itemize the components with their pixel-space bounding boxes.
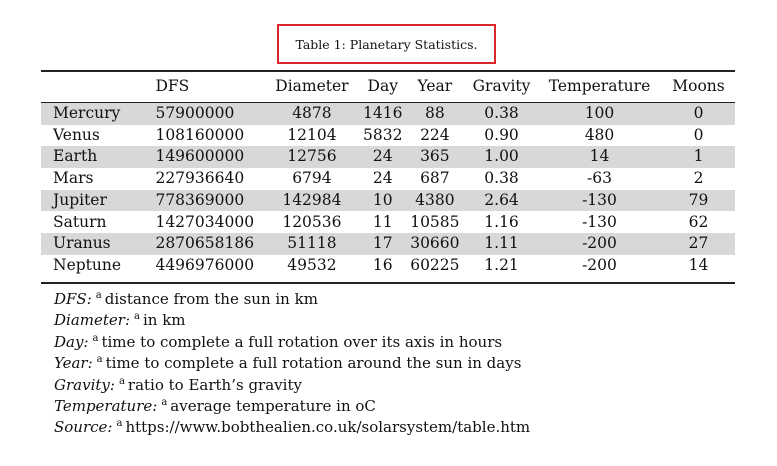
note-gravity [54, 371, 530, 392]
table-row [41, 190, 735, 212]
header-planet [41, 70, 151, 103]
cell-temperature: -130 [537, 190, 662, 212]
cell-diameter: 142984 [262, 190, 362, 212]
cell-planet: Saturn [53, 212, 107, 231]
cell-day: 16 [372, 255, 393, 274]
note-mark: a [96, 354, 103, 366]
note-mark: a [95, 290, 102, 301]
cell-year: 4380 [404, 190, 467, 212]
cell-dfs: 1427034000 [155, 212, 255, 231]
header-day: Day [367, 76, 398, 95]
cell-dfs: 149600000 [151, 146, 261, 168]
cell-moons: 27 [662, 233, 735, 255]
note-term: Year: [54, 354, 93, 373]
cell-gravity: 1.11 [466, 233, 537, 255]
cell-temperature: -63 [587, 169, 612, 188]
note-text: ratio to Earth’s gravity [127, 375, 302, 394]
header-temperature: Temperature [548, 76, 651, 95]
cell-day: 10 [362, 190, 404, 212]
cell-year: 30660 [404, 233, 467, 255]
cell-moons: 79 [662, 190, 735, 212]
cell-temperature: -200 [582, 255, 617, 274]
cell-gravity: 1.21 [484, 255, 519, 274]
cell-diameter: 4878 [262, 103, 362, 125]
table-row [41, 211, 735, 233]
header-dfs: DFS [155, 76, 190, 95]
note-mark: a [116, 418, 123, 430]
cell-diameter: 6794 [292, 169, 332, 188]
cell-dfs: 4496976000 [155, 255, 255, 274]
note-term: Diameter: [54, 311, 130, 330]
cell-diameter: 12104 [287, 125, 337, 144]
cell-day: 5832 [363, 125, 403, 144]
note-text: distance from the sun in km [104, 290, 318, 308]
note-mark: a [118, 375, 125, 387]
table-row [41, 255, 735, 277]
cell-moons: 0 [662, 103, 735, 125]
cell-planet: Mercury [41, 103, 151, 125]
cell-temperature: -200 [537, 233, 662, 255]
cell-dfs: 2870658186 [151, 233, 261, 255]
cell-year: 10585 [410, 212, 460, 231]
planetary-statistics-table [41, 70, 735, 277]
header-gravity: Gravity [472, 76, 531, 95]
cell-planet: Uranus [41, 233, 151, 255]
cell-day: 24 [362, 146, 404, 168]
table-row [41, 146, 735, 168]
header-moons: Moons [672, 76, 725, 95]
table-row [41, 233, 735, 255]
cell-temperature: 100 [537, 103, 662, 125]
table-header-rule [41, 102, 735, 103]
note-mark: a [92, 332, 99, 344]
cell-planet: Mars [53, 169, 94, 188]
cell-gravity: 1.16 [484, 212, 519, 231]
cell-moons: 62 [688, 212, 709, 231]
cell-year: 365 [404, 146, 467, 168]
note-text: in km [142, 311, 186, 330]
cell-gravity: 2.64 [466, 190, 537, 212]
cell-moons: 2 [693, 169, 704, 188]
table-top-rule [41, 70, 735, 72]
cell-moons: 14 [688, 255, 709, 274]
note-mark: a [161, 396, 168, 408]
cell-day: 17 [362, 233, 404, 255]
note-diameter [54, 306, 530, 330]
cell-moons: 1 [662, 146, 735, 168]
note-day [54, 328, 530, 349]
cell-gravity: 0.38 [466, 103, 537, 125]
cell-planet: Venus [53, 125, 100, 144]
note-term: Temperature: [54, 396, 158, 415]
note-text: time to complete a full rotation over its axis in hours [101, 332, 503, 351]
cell-year: 88 [404, 103, 467, 125]
cell-dfs: 778369000 [151, 190, 261, 212]
note-term: Gravity: [54, 375, 115, 394]
table-row [41, 125, 735, 147]
note-text: average temperature in oC [170, 396, 376, 415]
note-dfs [54, 285, 530, 306]
cell-planet: Earth [41, 146, 151, 168]
cell-temperature: 14 [537, 146, 662, 168]
cell-day: 1416 [362, 103, 404, 125]
cell-temperature: -130 [582, 212, 617, 231]
cell-planet: Jupiter [41, 190, 151, 212]
cell-diameter: 49532 [287, 255, 337, 274]
cell-day: 11 [372, 212, 393, 231]
table-caption [277, 24, 496, 64]
note-term: Source: [54, 418, 113, 437]
cell-year: 224 [420, 125, 450, 144]
cell-dfs: 108160000 [155, 125, 245, 144]
table-bottom-rule [41, 282, 735, 284]
cell-temperature: 480 [584, 125, 615, 144]
cell-planet: Neptune [53, 255, 122, 274]
table-header-row [41, 70, 735, 103]
cell-dfs: 57900000 [151, 103, 261, 125]
cell-year: 60225 [410, 255, 460, 274]
note-term: DFS: [54, 290, 92, 308]
cell-dfs: 227936640 [155, 169, 245, 188]
note-text: https://www.bobthealien.co.uk/solarsystem/table.htm [125, 418, 531, 437]
cell-gravity: 1.00 [466, 146, 537, 168]
table-row [41, 103, 735, 125]
cell-moons: 0 [693, 125, 704, 144]
note-term: Day: [54, 332, 89, 351]
cell-diameter: 12756 [262, 146, 362, 168]
cell-year: 687 [420, 169, 450, 188]
note-temperature [54, 392, 530, 413]
table-notes [54, 285, 530, 435]
note-source [54, 413, 531, 437]
note-mark: a [134, 311, 140, 323]
header-diameter: Diameter [275, 76, 349, 95]
cell-gravity: 0.90 [484, 125, 519, 144]
header-year: Year [417, 76, 453, 95]
cell-day: 24 [372, 169, 393, 188]
note-year [54, 349, 530, 373]
table-row [41, 168, 735, 190]
cell-diameter: 120536 [282, 212, 342, 231]
cell-diameter: 51118 [262, 233, 362, 255]
cell-gravity: 0.38 [484, 169, 519, 188]
caption-text: Table 1: Planetary Statistics. [295, 36, 478, 52]
note-text: time to complete a full rotation around the sun in days [105, 354, 522, 373]
